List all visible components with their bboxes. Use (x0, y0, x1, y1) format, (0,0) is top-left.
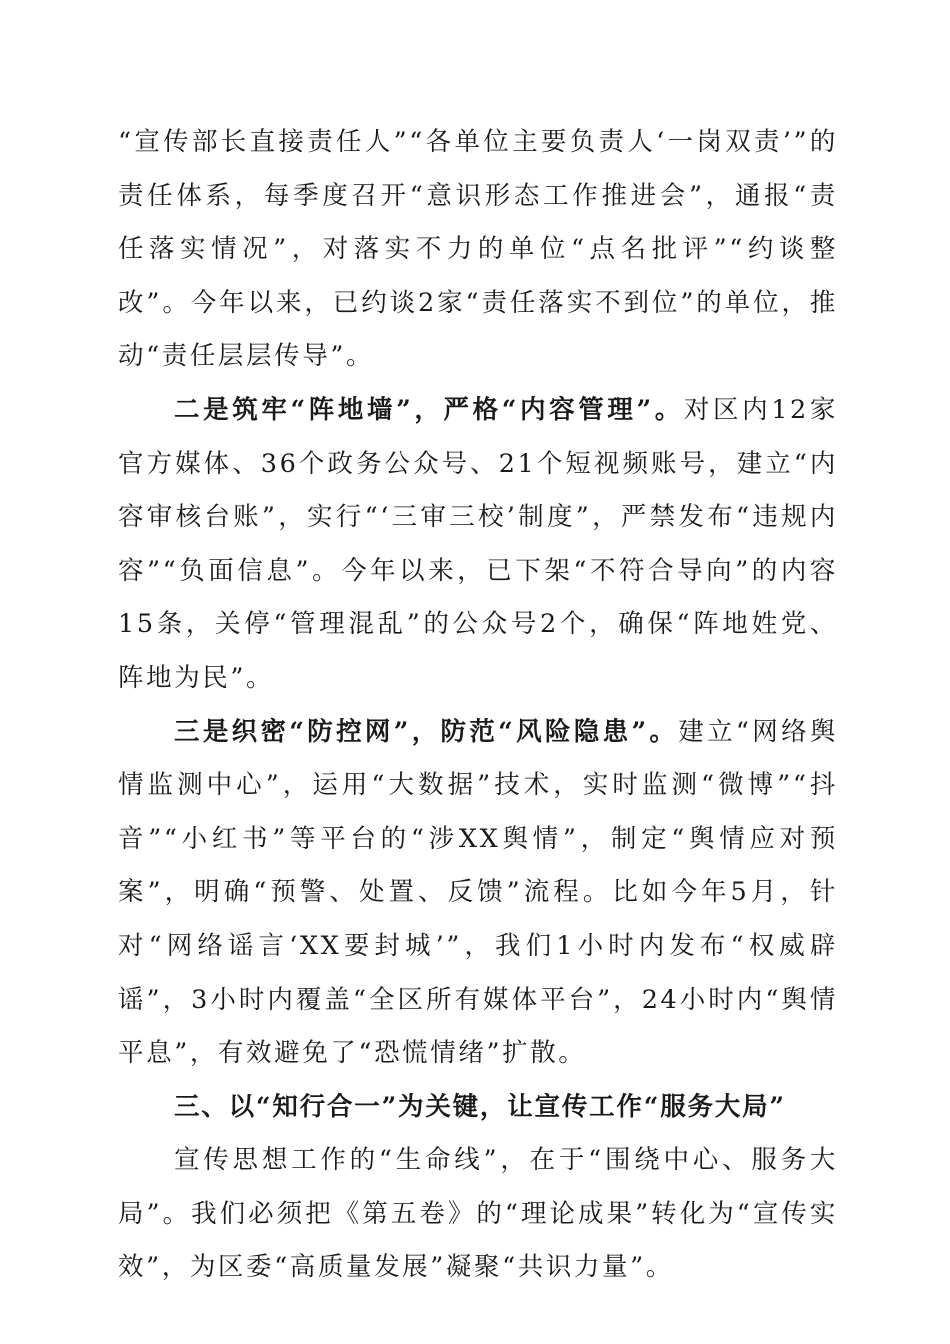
paragraph-body-risk-control: 建立“网络舆情监测中心”，运用“大数据”技术，实时监测“微博”“抖音”“小红书”等平台的“涉XX舆情”，制定“舆情应对预案”，明确“预警、处置、反馈”流程。比如今年5月，针对“网络谣言‘XX要封城’”，我们1小时内发布“权威辟谣”，3小时内覆盖“全区所有媒体平台”，24小时内“舆情平息”，有效避免了“恐慌情绪”扩散。 (118, 716, 839, 1069)
paragraph-lead-risk-control: 三是织密“防控网”，防范“风险隐患”。 (174, 716, 679, 747)
paragraph-serve-overall: 宣传思想工作的“生命线”，在于“围绕中心、服务大局”。我们必须把《第五卷》的“理论成果”转化为“宣传实效”，为区委“高质量发展”凝聚“共识力量”。 (118, 1145, 838, 1283)
document-body (118, 116, 838, 1295)
paragraph-lead-content-management: 二是筑牢“阵地墙”，严格“内容管理”。 (174, 394, 684, 425)
paragraph-risk-control (118, 706, 838, 1081)
paragraph-responsibility-system: “宣传部长直接责任人”“各单位主要负责人‘一岗双责’”的责任体系，每季度召开“意识形态工作推进会”，通报“责任落实情况”，对落实不力的单位“点名批评”“约谈整改”。今年以来，已约谈2家“责任落实不到位”的单位，推动“责任层层传导”。 (118, 127, 838, 372)
paragraph-body-content-management: 对区内12家官方媒体、36个政务公众号、21个短视频账号，建立“内容审核台账”，实行“‘三审三校’制度”，严禁发布“违规内容”“负面信息”。今年以来，已下架“不符合导向”的内容15条，关停“管理混乱”的公众号2个，确保“阵地姓党、阵地为民”。 (118, 394, 838, 693)
section-heading-three: 三、以“知行合一”为关键，让宣传工作“服务大局” (174, 1091, 786, 1122)
paragraph-content-management (118, 384, 838, 706)
